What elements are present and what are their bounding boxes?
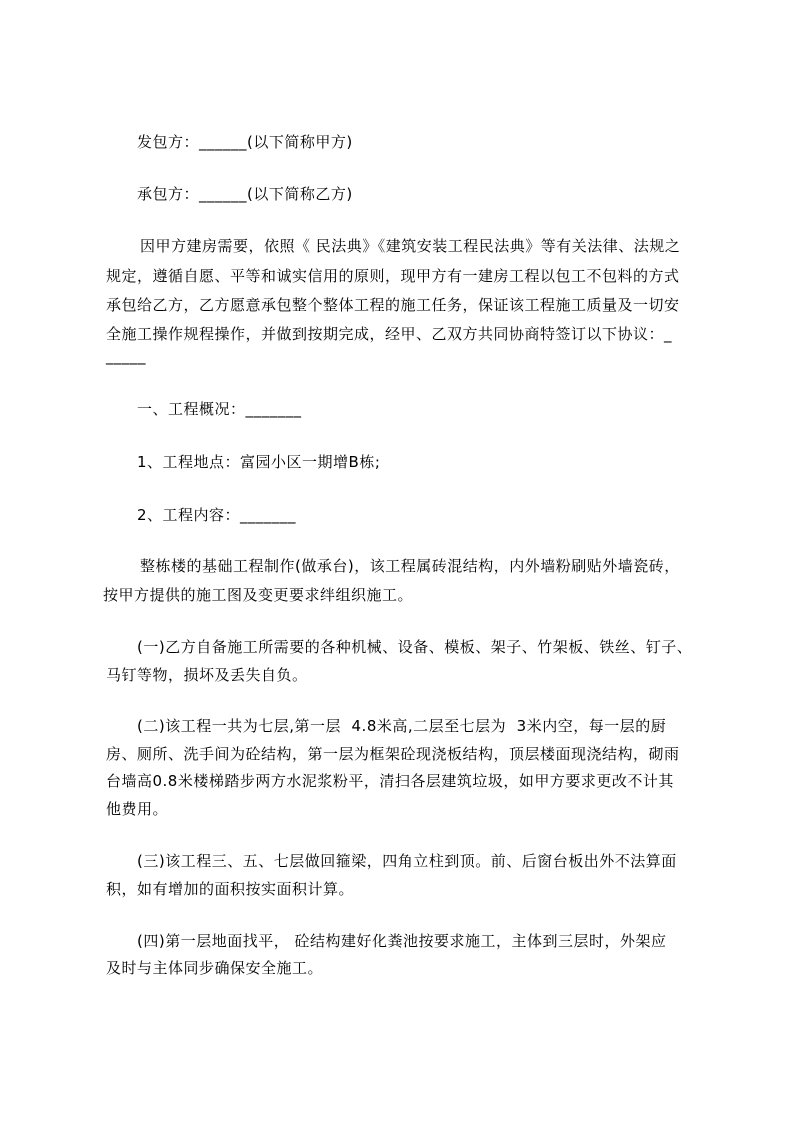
- preamble-line-1: 因甲方建房需要，依照《 民法典》《建筑安装工程民法典》等有关法律、法规之: [140, 237, 681, 255]
- clause-1-line-2: 马钉等物，损坏及丢失自负。: [106, 666, 308, 684]
- clause-4-line-1: (四)第一层地面找平， 砼结构建好化粪池按要求施工，主体到三层时，外架应: [137, 932, 667, 950]
- clause-2-line-3: 台墙高0.8米楼梯踏步两方水泥浆粉平，清扫各层建筑垃圾，如甲方要求更改不计其: [106, 772, 674, 790]
- preamble-line-4: 全施工操作规程操作，并做到按期完成，经甲、乙双方共同协商特签订以下协议：_: [106, 325, 673, 343]
- preamble-line-2: 规定，遵循自愿、平等和诚实信用的原则，现甲方有一建房工程以包工不包料的方式: [106, 267, 680, 285]
- item-location: 1、工程地点：富园小区一期增B栋;: [137, 453, 381, 471]
- clause-2-line-4: 他费用。: [106, 800, 169, 818]
- section-heading-overview: 一、工程概况：_______: [137, 400, 302, 418]
- clause-3-line-2: 积，如有增加的面积按实面积计算。: [106, 880, 355, 898]
- clause-1-line-1: (一)乙方自备施工所需要的各种机械、设备、模板、架子、竹架板、铁丝、钉子、: [137, 638, 693, 656]
- party-a-line: 发包方：______(以下简称甲方): [137, 133, 353, 151]
- clause-4-line-2: 及时与主体同步确保安全施工。: [106, 959, 324, 977]
- clause-2-line-1: (二)该工程一共为七层,第一层 4.8米高,二层至七层为 3米内空，每一层的厨: [137, 717, 667, 735]
- preamble-line-3: 承包给乙方，乙方愿意承包整个整体工程的施工任务，保证该工程施工质量及一切安: [106, 296, 680, 314]
- content-line-1: 整栋楼的基础工程制作(做承台)，该工程属砖混结构，内外墙粉刷贴外墙瓷砖，: [140, 557, 680, 575]
- party-b-line: 承包方：______(以下简称乙方): [137, 185, 353, 203]
- content-line-2: 按甲方提供的施工图及变更要求绊组织施工。: [103, 586, 414, 604]
- item-content: 2、工程内容：_______: [137, 506, 297, 524]
- clause-3-line-1: (三)该工程三、五、七层做回箍梁，四角立柱到顶。前、后窗台板出外不法算面: [137, 852, 677, 870]
- preamble-line-5: _____: [106, 347, 146, 365]
- clause-2-line-2: 房、厕所、洗手间为砼结构，第一层为框架砼现浇板结构，顶层楼面现浇结构，砌雨: [106, 745, 680, 763]
